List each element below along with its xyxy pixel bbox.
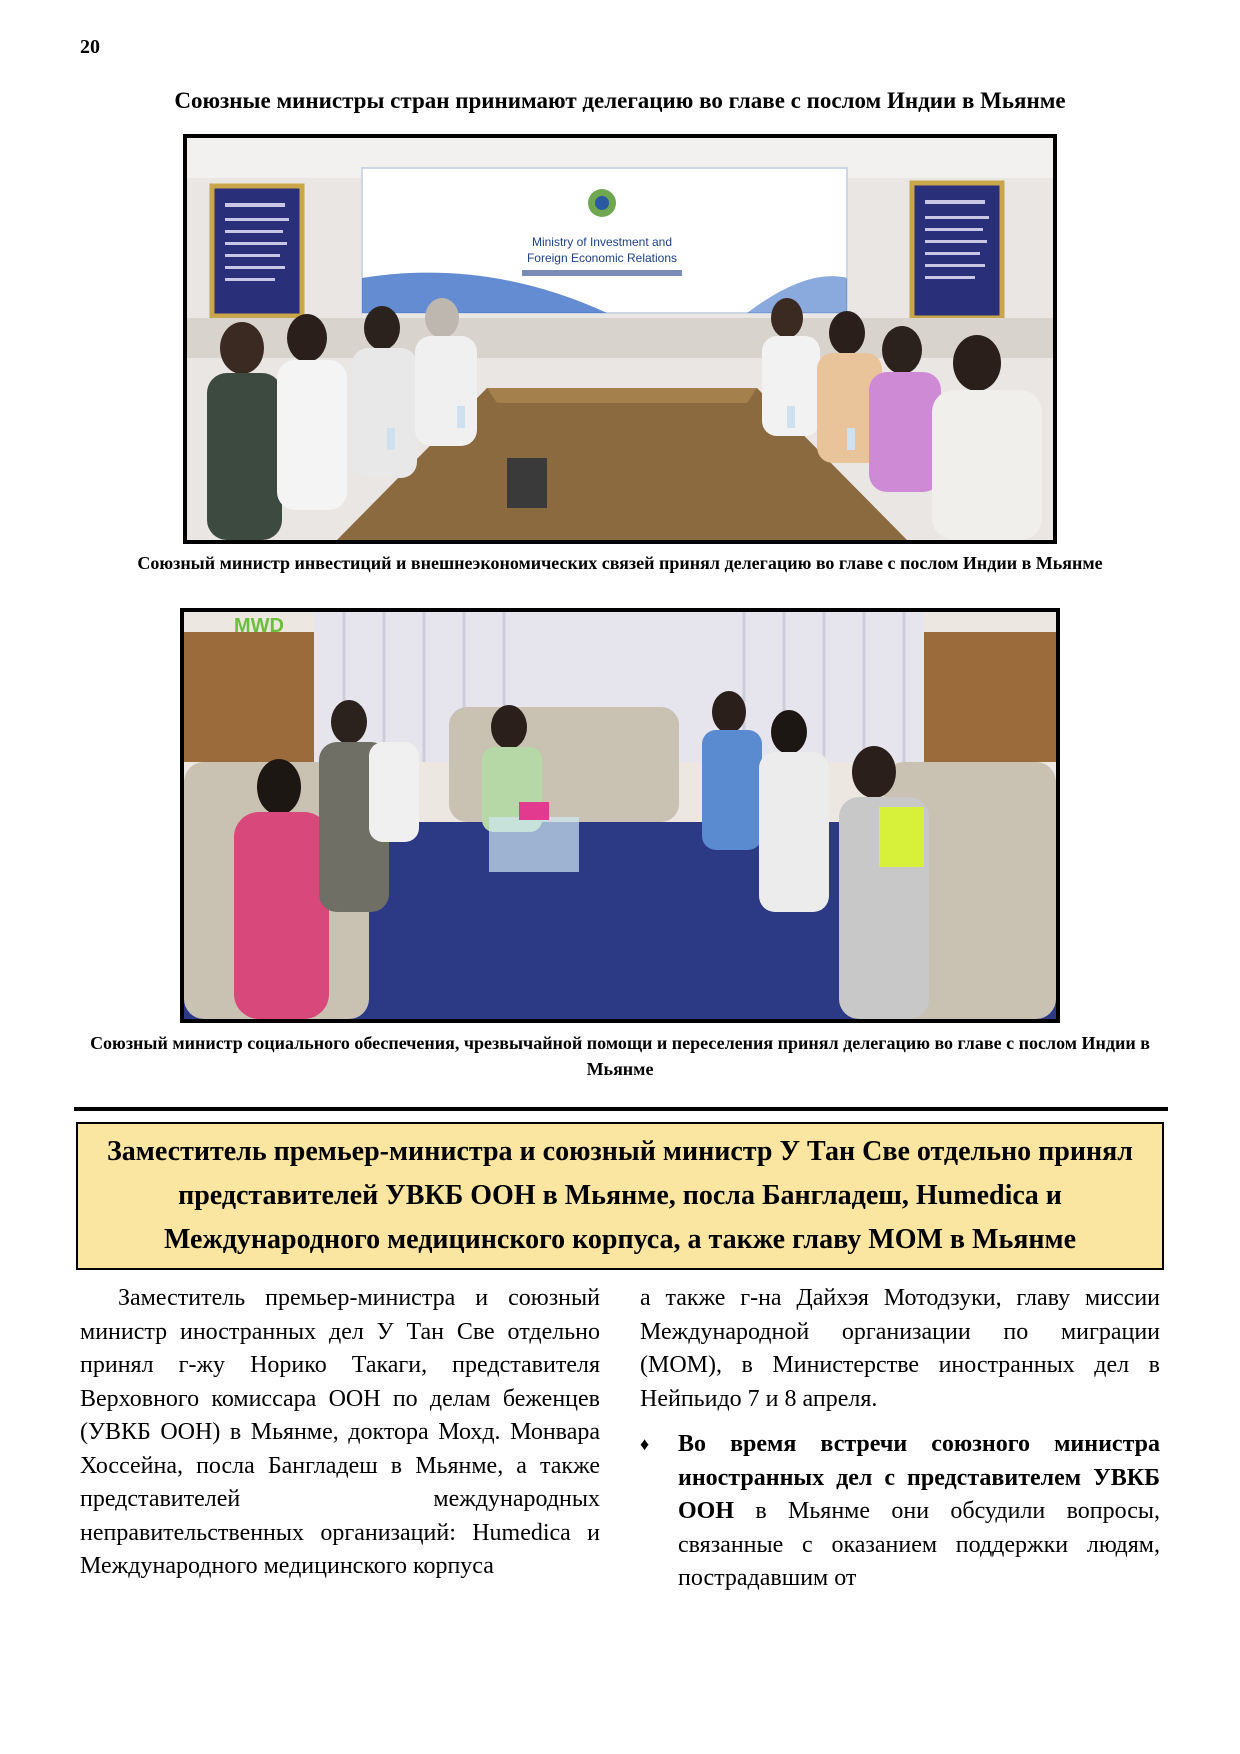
page-number: 20 — [80, 36, 100, 58]
bullet-item — [640, 1428, 1160, 1596]
article-headline: Заместитель премьер-министра и союзный министр У Тан Све отдельно принял представителей УВКБ ООН в Мьянме, посла Бангладеш, Humedica и Международного медицинского корпуса, а также главу МОМ в Мьянме — [107, 1136, 1133, 1255]
diamond-bullet-icon: ♦ — [640, 1434, 650, 1454]
banner-text-line1: Ministry of Investment and — [531, 235, 673, 249]
article-paragraph-1: Заместитель премьер-министра и союзный министр иностранных дел У Тан Све отдельно принял г-жу Норико Такаги, представителя Верховного комиссара ООН по делам беженцев (УВКБ ООН) в Мьянме, доктора Мохд. Монвара Хоссейна, посла Бангладеш в Мьянме, а также представителей международных неправительственных организаций: Humedica и Международного медицинского корпуса — [80, 1285, 600, 1579]
section-title: Союзные министры стран принимают делегацию во главе с послом Индии в Мьянме — [174, 88, 1066, 113]
tv-logo: MWD — [234, 615, 284, 637]
meeting-photo-social-welfare-ministry — [180, 608, 1060, 1023]
banner-text-line2: Foreign Economic Relations — [526, 251, 678, 265]
bullet-bold-text: Во время встречи союзного министра иностранных дел с представителем УВКБ ООН — [678, 1431, 1160, 1524]
bullet-text: в Мьянме они обсудили вопросы, связанные с оказанием поддержки людям, пострадавшим от — [678, 1498, 1160, 1591]
article-column-right — [640, 1282, 1160, 1596]
photo-caption-2: Союзный министр социального обеспечения, чрезвычайной помощи и переселения принял делегацию во главе с послом Индии в Мьянме — [90, 1033, 1150, 1079]
article-column-left — [80, 1282, 600, 1584]
photo-caption-1: Союзный министр инвестиций и внешнеэкономических связей принял делегацию во главе с послом Индии в Мьянме — [137, 553, 1103, 573]
meeting-photo-investment-ministry — [183, 134, 1057, 544]
section-divider — [74, 1107, 1168, 1111]
article-headline-box — [76, 1122, 1164, 1270]
article-paragraph-2: а также г-на Дайхэя Мотодзуки, главу миссии Международной организации по миграции (МОМ), в Министерстве иностранных дел в Нейпьидо 7 и 8 апреля. — [640, 1285, 1160, 1412]
